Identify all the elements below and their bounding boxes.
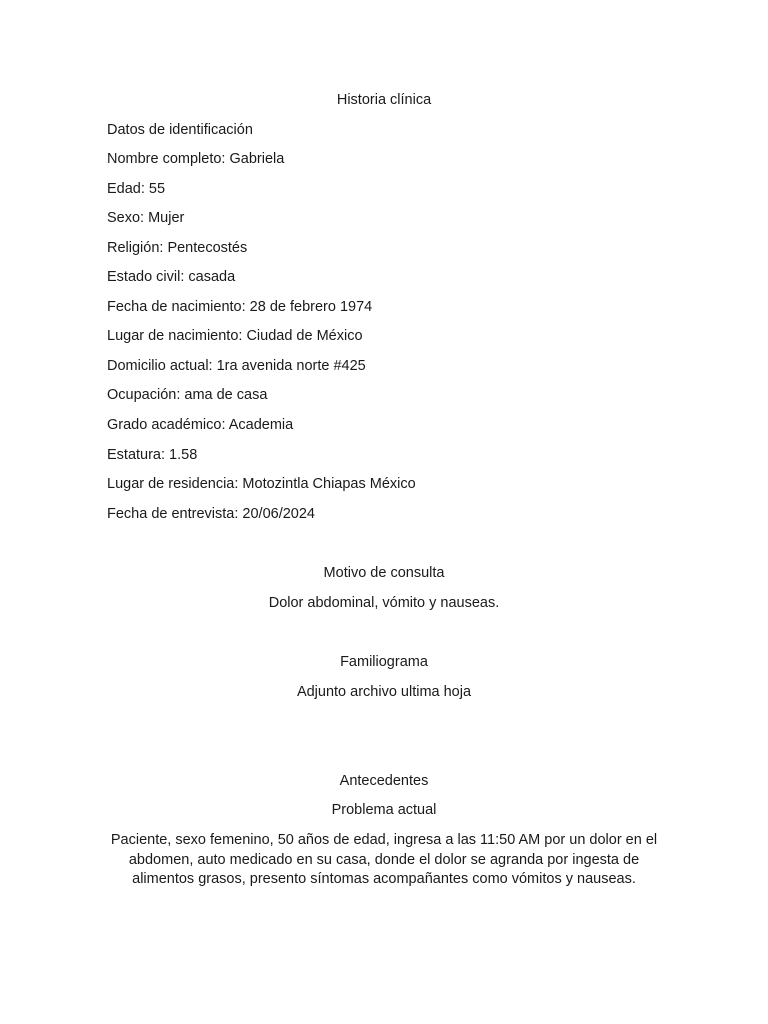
field-birth-date: Fecha de nacimiento: 28 de febrero 1974 [107,299,373,315]
field-height: Estatura: 1.58 [107,447,198,463]
consultation-heading: Motivo de consulta [323,565,445,581]
field-religion: Religión: Pentecostés [107,240,248,256]
field-sex: Sexo: Mujer [107,210,185,226]
field-occupation: Ocupación: ama de casa [107,387,268,403]
field-civil-status: Estado civil: casada [107,269,236,285]
consultation-text: Dolor abdominal, vómito y nauseas. [268,595,500,611]
document-title: Historia clínica [336,92,432,108]
family-text: Adjunto archivo ultima hoja [296,684,472,700]
history-subheading: Problema actual [331,802,437,818]
field-education: Grado académico: Academia [107,417,294,433]
field-residence: Lugar de residencia: Motozintla Chiapas México [107,476,416,492]
field-age: Edad: 55 [107,181,166,197]
history-heading: Antecedentes [339,773,429,789]
history-paragraph: Paciente, sexo femenino, 50 años de edad, ingresa a las 11:50 AM por un dolor en el abdomen, auto medicado en su casa, donde el dolor se agranda por ingesta de alimentos grasos, presento síntomas acompañantes como vómitos y nauseas. [110,832,658,887]
field-birth-place: Lugar de nacimiento: Ciudad de México [107,328,363,344]
identification-heading: Datos de identificación [107,122,253,138]
field-interview-date: Fecha de entrevista: 20/06/2024 [107,506,315,522]
field-current-address: Domicilio actual: 1ra avenida norte #425 [107,358,366,374]
family-heading: Familiograma [340,654,428,670]
field-full-name: Nombre completo: Gabriela [107,151,285,167]
